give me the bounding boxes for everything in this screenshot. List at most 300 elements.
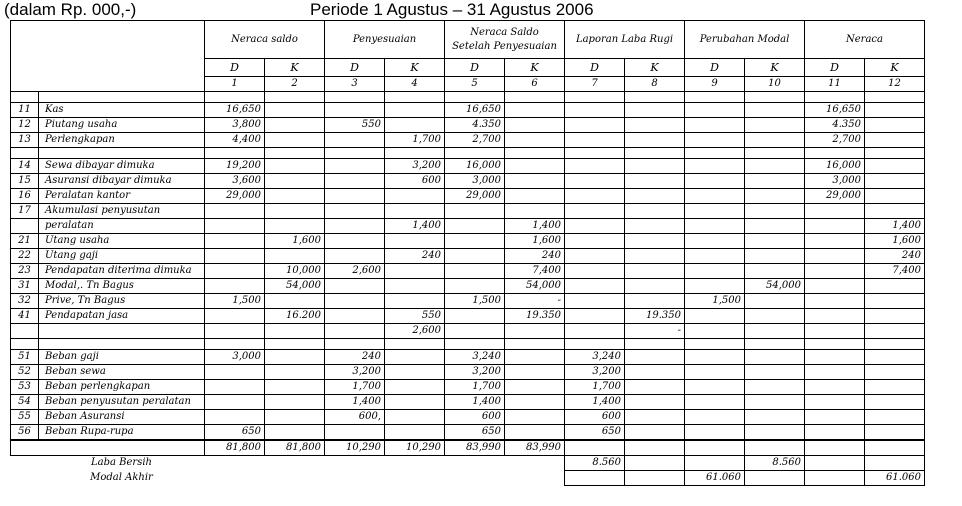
amount-cell <box>685 350 745 365</box>
amount-cell: 54,000 <box>745 279 805 294</box>
spacer-row <box>11 148 925 159</box>
column-number: 9 <box>685 77 745 92</box>
amount-cell <box>385 380 445 395</box>
amount-cell: 240 <box>325 350 385 365</box>
amount-cell <box>205 204 265 219</box>
amount-cell <box>865 365 925 380</box>
amount-cell <box>745 159 805 174</box>
amount-cell <box>505 350 565 365</box>
amount-cell <box>685 219 745 234</box>
amount-cell: 1,400 <box>865 219 925 234</box>
account-row <box>11 249 925 264</box>
amount-cell <box>565 234 625 249</box>
amount-cell <box>265 395 325 410</box>
empty-cell <box>445 92 505 103</box>
account-code: 11 <box>11 103 39 118</box>
amount-cell: 16,650 <box>805 103 865 118</box>
summary-row <box>11 456 925 471</box>
amount-cell <box>865 118 925 133</box>
amount-cell <box>205 410 265 425</box>
amount-cell: 19,200 <box>205 159 265 174</box>
empty-cell <box>625 339 685 350</box>
amount-cell <box>385 279 445 294</box>
amount-cell <box>385 350 445 365</box>
account-code: 41 <box>11 309 39 324</box>
dk-header: K <box>865 59 925 77</box>
amount-cell <box>385 410 445 425</box>
amount-cell <box>685 189 745 204</box>
amount-cell <box>685 380 745 395</box>
amount-cell <box>505 324 565 339</box>
amount-cell <box>865 189 925 204</box>
amount-cell <box>385 234 445 249</box>
total-cell: 83,990 <box>445 440 505 456</box>
amount-cell <box>325 174 385 189</box>
amount-cell: 1,500 <box>205 294 265 309</box>
amount-cell <box>865 103 925 118</box>
account-row <box>11 264 925 279</box>
empty-cell <box>11 471 39 486</box>
column-number: 5 <box>445 77 505 92</box>
dk-header: D <box>565 59 625 77</box>
total-cell: 10,290 <box>385 440 445 456</box>
amount-cell <box>625 395 685 410</box>
empty-cell <box>865 148 925 159</box>
empty-cell <box>385 339 445 350</box>
summary-amount <box>385 456 445 471</box>
group-header: Perubahan Modal <box>685 21 805 59</box>
amount-cell <box>565 103 625 118</box>
dk-header: K <box>505 59 565 77</box>
amount-cell: 1,400 <box>325 395 385 410</box>
account-code <box>11 324 39 339</box>
dk-header: D <box>685 59 745 77</box>
amount-cell: 550 <box>325 118 385 133</box>
empty-cell <box>445 148 505 159</box>
amount-cell <box>685 324 745 339</box>
amount-cell <box>505 410 565 425</box>
amount-cell <box>625 174 685 189</box>
account-row <box>11 133 925 148</box>
summary-amount <box>685 456 745 471</box>
amount-cell <box>865 294 925 309</box>
empty-cell <box>11 456 39 471</box>
empty-cell <box>11 92 39 103</box>
account-row <box>11 159 925 174</box>
account-row <box>11 425 925 441</box>
amount-cell <box>625 103 685 118</box>
empty-cell <box>11 339 39 350</box>
amount-cell <box>745 118 805 133</box>
summary-amount: 8.560 <box>745 456 805 471</box>
summary-amount <box>625 456 685 471</box>
amount-cell <box>685 410 745 425</box>
amount-cell <box>565 159 625 174</box>
dk-header: K <box>265 59 325 77</box>
amount-cell <box>745 425 805 441</box>
account-row <box>11 204 925 219</box>
total-cell: 10,290 <box>325 440 385 456</box>
empty-cell <box>685 148 745 159</box>
amount-cell <box>445 309 505 324</box>
amount-cell <box>805 425 865 441</box>
account-row <box>11 174 925 189</box>
amount-cell <box>745 309 805 324</box>
summary-amount <box>865 456 925 471</box>
amount-cell <box>805 309 865 324</box>
total-cell: 81,800 <box>265 440 325 456</box>
amount-cell <box>625 365 685 380</box>
empty-cell <box>325 92 385 103</box>
amount-cell: 3,000 <box>205 350 265 365</box>
dk-header: K <box>745 59 805 77</box>
amount-cell <box>565 174 625 189</box>
amount-cell <box>505 380 565 395</box>
amount-cell <box>805 234 865 249</box>
amount-cell <box>865 324 925 339</box>
amount-cell: 1,400 <box>445 395 505 410</box>
empty-cell <box>265 92 325 103</box>
amount-cell <box>625 234 685 249</box>
total-cell <box>745 440 805 456</box>
amount-cell <box>865 174 925 189</box>
amount-cell <box>625 133 685 148</box>
amount-cell <box>805 279 865 294</box>
amount-cell <box>385 103 445 118</box>
amount-cell <box>565 264 625 279</box>
total-cell: 83,990 <box>505 440 565 456</box>
amount-cell: 1,400 <box>505 219 565 234</box>
amount-cell: 29,000 <box>805 189 865 204</box>
account-code: 55 <box>11 410 39 425</box>
account-header-cell <box>11 21 205 92</box>
amount-cell <box>745 380 805 395</box>
amount-cell <box>445 249 505 264</box>
amount-cell <box>685 365 745 380</box>
amount-cell <box>265 380 325 395</box>
empty-cell <box>325 339 385 350</box>
amount-cell <box>685 309 745 324</box>
amount-cell <box>505 159 565 174</box>
empty-cell <box>625 92 685 103</box>
amount-cell: 240 <box>865 249 925 264</box>
amount-cell <box>685 395 745 410</box>
column-number: 11 <box>805 77 865 92</box>
account-row <box>11 365 925 380</box>
empty-cell <box>325 148 385 159</box>
amount-cell: 1,600 <box>505 234 565 249</box>
amount-cell <box>745 395 805 410</box>
amount-cell: 3,000 <box>445 174 505 189</box>
amount-cell <box>445 324 505 339</box>
amount-cell <box>505 365 565 380</box>
account-row <box>11 279 925 294</box>
amount-cell <box>265 294 325 309</box>
summary-amount <box>445 456 505 471</box>
account-row <box>11 309 925 324</box>
column-number: 7 <box>565 77 625 92</box>
amount-cell <box>325 249 385 264</box>
amount-cell <box>805 249 865 264</box>
amount-cell <box>505 118 565 133</box>
empty-cell <box>565 148 625 159</box>
summary-amount <box>265 456 325 471</box>
amount-cell <box>805 410 865 425</box>
amount-cell: 600 <box>565 410 625 425</box>
empty-cell <box>565 339 625 350</box>
amount-cell <box>205 234 265 249</box>
worksheet-table <box>10 20 925 486</box>
amount-cell: 2,700 <box>445 133 505 148</box>
amount-cell <box>805 294 865 309</box>
amount-cell <box>505 204 565 219</box>
amount-cell: 650 <box>205 425 265 441</box>
group-header-row <box>11 21 925 59</box>
amount-cell <box>385 118 445 133</box>
amount-cell <box>265 365 325 380</box>
empty-cell <box>39 92 205 103</box>
account-code: 52 <box>11 365 39 380</box>
amount-cell <box>445 264 505 279</box>
amount-cell: 1,500 <box>685 294 745 309</box>
amount-cell <box>205 219 265 234</box>
amount-cell: 1,600 <box>265 234 325 249</box>
amount-cell: 54,000 <box>265 279 325 294</box>
column-number: 1 <box>205 77 265 92</box>
summary-amount <box>565 471 625 486</box>
amount-cell <box>685 103 745 118</box>
summary-amount: 61.060 <box>685 471 745 486</box>
account-code: 51 <box>11 350 39 365</box>
group-header: Neraca <box>805 21 925 59</box>
empty-cell <box>205 92 265 103</box>
empty-cell <box>11 148 39 159</box>
account-row <box>11 219 925 234</box>
amount-cell <box>265 410 325 425</box>
amount-cell <box>385 365 445 380</box>
account-name: Utang gaji <box>39 249 205 264</box>
amount-cell <box>205 365 265 380</box>
account-row <box>11 118 925 133</box>
empty-cell <box>745 148 805 159</box>
amount-cell <box>505 174 565 189</box>
account-code: 16 <box>11 189 39 204</box>
amount-cell: 650 <box>565 425 625 441</box>
total-cell <box>565 440 625 456</box>
summary-amount <box>205 471 265 486</box>
amount-cell <box>685 264 745 279</box>
summary-amount <box>805 456 865 471</box>
empty-cell <box>685 92 745 103</box>
amount-cell <box>385 425 445 441</box>
amount-cell <box>745 133 805 148</box>
amount-cell <box>265 204 325 219</box>
amount-cell: 4,400 <box>205 133 265 148</box>
total-cell <box>865 440 925 456</box>
amount-cell <box>625 350 685 365</box>
amount-cell <box>265 103 325 118</box>
amount-cell: 19.350 <box>505 309 565 324</box>
amount-cell <box>265 219 325 234</box>
amount-cell <box>805 365 865 380</box>
amount-cell <box>745 350 805 365</box>
summary-amount <box>505 471 565 486</box>
account-code: 54 <box>11 395 39 410</box>
amount-cell <box>865 350 925 365</box>
empty-cell <box>505 92 565 103</box>
empty-cell <box>745 92 805 103</box>
amount-cell <box>445 204 505 219</box>
summary-amount: 8.560 <box>565 456 625 471</box>
amount-cell <box>265 118 325 133</box>
amount-cell <box>745 324 805 339</box>
empty-cell <box>39 339 205 350</box>
amount-cell <box>865 309 925 324</box>
amount-cell: 3,240 <box>445 350 505 365</box>
group-header: Neraca saldo <box>205 21 325 59</box>
amount-cell <box>625 380 685 395</box>
empty-cell <box>205 339 265 350</box>
amount-cell: 10,000 <box>265 264 325 279</box>
amount-cell <box>325 204 385 219</box>
amount-cell <box>565 118 625 133</box>
total-cell <box>685 440 745 456</box>
column-number: 2 <box>265 77 325 92</box>
group-header: Neraca Saldo Setelah Penyesuaian <box>445 21 565 59</box>
amount-cell <box>625 410 685 425</box>
account-code: 13 <box>11 133 39 148</box>
amount-cell <box>385 294 445 309</box>
amount-cell <box>685 118 745 133</box>
amount-cell <box>505 189 565 204</box>
amount-cell <box>805 324 865 339</box>
account-row <box>11 395 925 410</box>
amount-cell <box>685 204 745 219</box>
group-header: Laporan Laba Rugi <box>565 21 685 59</box>
account-code: 23 <box>11 264 39 279</box>
amount-cell: 600, <box>325 410 385 425</box>
amount-cell: 29,000 <box>445 189 505 204</box>
amount-cell <box>805 219 865 234</box>
column-number: 12 <box>865 77 925 92</box>
account-row <box>11 410 925 425</box>
account-name: Piutang usaha <box>39 118 205 133</box>
amount-cell <box>205 395 265 410</box>
amount-cell <box>625 219 685 234</box>
amount-cell <box>805 350 865 365</box>
dk-header: D <box>205 59 265 77</box>
amount-cell <box>265 425 325 441</box>
empty-cell <box>745 339 805 350</box>
amount-cell: 240 <box>385 249 445 264</box>
amount-cell: 3,600 <box>205 174 265 189</box>
summary-amount <box>265 471 325 486</box>
column-number: 6 <box>505 77 565 92</box>
amount-cell: 1,700 <box>325 380 385 395</box>
summary-label: Modal Akhir <box>90 472 153 483</box>
amount-cell <box>805 395 865 410</box>
account-name: Peralatan kantor <box>39 189 205 204</box>
amount-cell <box>625 249 685 264</box>
amount-cell: 1,700 <box>565 380 625 395</box>
amount-cell <box>325 324 385 339</box>
amount-cell <box>385 189 445 204</box>
empty-cell <box>565 92 625 103</box>
account-name: Beban Asuransi <box>39 410 205 425</box>
account-name: Akumulasi penyusutan <box>39 204 205 219</box>
dk-header: K <box>385 59 445 77</box>
summary-amount <box>505 456 565 471</box>
amount-cell <box>865 380 925 395</box>
amount-cell <box>265 189 325 204</box>
amount-cell <box>745 249 805 264</box>
amount-cell: 3,800 <box>205 118 265 133</box>
amount-cell <box>805 380 865 395</box>
empty-cell <box>205 148 265 159</box>
amount-cell <box>685 234 745 249</box>
amount-cell <box>205 380 265 395</box>
account-name: Utang usaha <box>39 234 205 249</box>
account-row <box>11 380 925 395</box>
amount-cell <box>625 264 685 279</box>
account-code: 56 <box>11 425 39 441</box>
empty-cell <box>865 339 925 350</box>
total-cell: 81,800 <box>205 440 265 456</box>
summary-amount <box>445 471 505 486</box>
spacer-row <box>11 339 925 350</box>
summary-amount <box>325 471 385 486</box>
amount-cell <box>745 189 805 204</box>
amount-cell <box>205 264 265 279</box>
amount-cell: 650 <box>445 425 505 441</box>
empty-cell <box>805 339 865 350</box>
amount-cell <box>685 133 745 148</box>
amount-cell: - <box>505 294 565 309</box>
account-code <box>11 219 39 234</box>
amount-cell <box>385 204 445 219</box>
summary-row <box>11 471 925 486</box>
account-name: Asuransi dibayar dimuka <box>39 174 205 189</box>
empty-cell <box>805 148 865 159</box>
account-code: 53 <box>11 380 39 395</box>
amount-cell <box>805 204 865 219</box>
amount-cell <box>325 279 385 294</box>
summary-amount <box>325 456 385 471</box>
account-code: 21 <box>11 234 39 249</box>
amount-cell <box>745 204 805 219</box>
account-name: Kas <box>39 103 205 118</box>
amount-cell <box>265 174 325 189</box>
account-name: peralatan <box>39 219 205 234</box>
amount-cell: 16.200 <box>265 309 325 324</box>
amount-cell <box>325 425 385 441</box>
amount-cell <box>565 309 625 324</box>
spacer-row <box>11 92 925 103</box>
amount-cell: 550 <box>385 309 445 324</box>
account-name: Beban sewa <box>39 365 205 380</box>
total-cell <box>625 440 685 456</box>
amount-cell <box>745 365 805 380</box>
amount-cell: 600 <box>385 174 445 189</box>
account-code: 12 <box>11 118 39 133</box>
empty-cell <box>445 339 505 350</box>
amount-cell <box>625 189 685 204</box>
amount-cell <box>625 294 685 309</box>
account-code: 31 <box>11 279 39 294</box>
amount-cell <box>385 264 445 279</box>
account-row <box>11 189 925 204</box>
summary-amount: 61.060 <box>865 471 925 486</box>
